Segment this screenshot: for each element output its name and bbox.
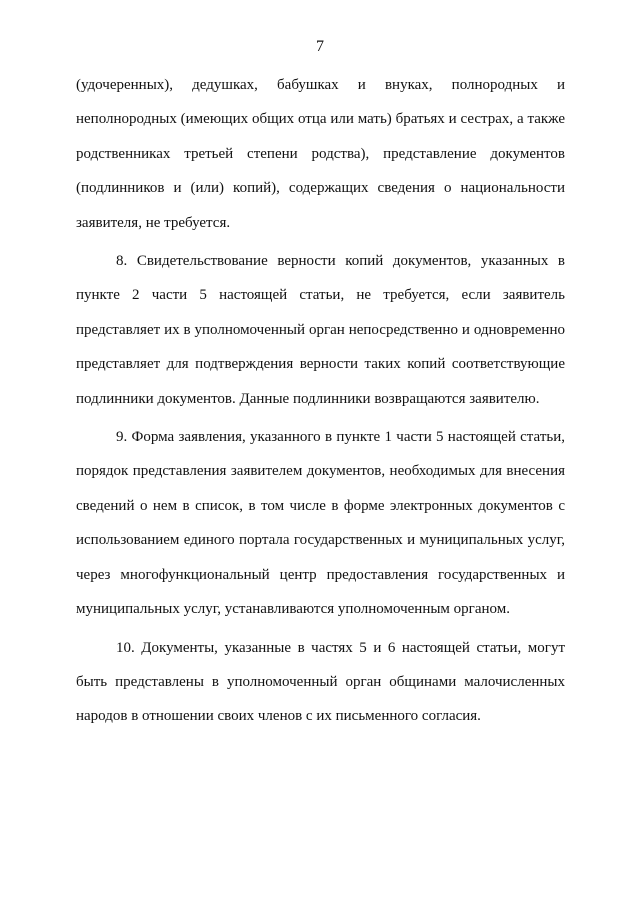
paragraph-8: 8. Свидетельствование верности копий документов, указанных в пункте 2 части 5 настоящей статьи, не требуется, если заявитель представляет их в уполномоченный орган непосредственно и одновременно представляет для подтверждения верности таких копий соответствующие подлинники документов. Данные подлинники возвращаются заявителю. <box>76 253 565 407</box>
paragraph-continuation: (удочеренных), дедушках, бабушках и внуках, полнородных и неполнородных (имеющих общих отца или мать) братьях и сестрах, а также родственниках третьей степени родства), представление документов (подлинников и (или) копий), содержащих сведения о национальности заявителя, не требуется. <box>76 77 565 231</box>
document-body <box>76 68 565 734</box>
paragraph-10: 10. Документы, указанные в частях 5 и 6 настоящей статьи, могут быть представлены в уполномоченный орган общинами малочисленных народов в отношении своих членов с их письменного согласия. <box>76 639 565 725</box>
page-number: 7 <box>316 38 324 55</box>
paragraph-9: 9. Форма заявления, указанного в пункте 1 части 5 настоящей статьи, порядок представления заявителем документов, необходимых для внесения сведений о нем в список, в том числе в форме электронных документов с использованием единого портала государственных и муниципальных услуг, через многофункциональный центр предоставления государственных и муниципальных услуг, устанавливаются уполномоченным органом. <box>76 429 565 618</box>
